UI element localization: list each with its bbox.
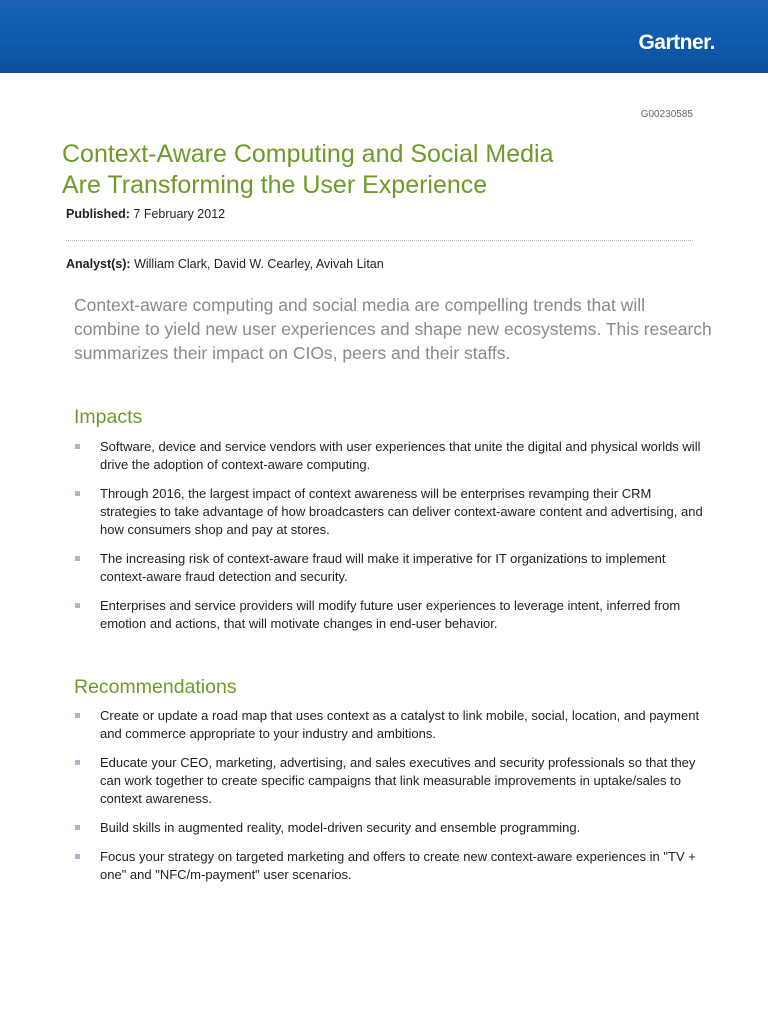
list-item	[74, 754, 704, 808]
list-item	[74, 848, 704, 884]
list-item	[74, 819, 704, 837]
impact-text: Enterprises and service providers will modify future user experiences to leverage intent, inferred from emotion and actions, that will motivate changes in end-user behavior.	[100, 598, 681, 631]
impact-text: Software, device and service vendors with user experiences that unite the digital and physical worlds will drive the adoption of context-aware computing.	[100, 439, 701, 472]
bullet-icon	[75, 603, 80, 608]
list-item	[74, 597, 704, 633]
bullet-icon	[75, 556, 80, 561]
impacts-heading: Impacts	[74, 406, 143, 428]
list-item	[74, 485, 704, 539]
title-line-1: Context-Aware Computing and Social Media	[62, 140, 554, 168]
bullet-icon	[75, 854, 80, 859]
header-band	[0, 0, 768, 73]
recommendations-list	[74, 707, 704, 884]
bullet-icon	[75, 825, 80, 830]
divider	[66, 240, 693, 241]
analysts-label: Analyst(s):	[66, 257, 131, 271]
summary-text: Context-aware computing and social media are compelling trends that will combine to yield new user experiences and shape new ecosystems. This research summarizes their impact on CIOs, peers and their staffs.	[74, 295, 712, 363]
impact-text: Through 2016, the largest impact of context awareness will be enterprises revamping their CRM strategies to take advantage of how broadcasters can deliver context-aware content and advertising, and how consumers shop and pay at stores.	[100, 486, 703, 537]
recommendation-text: Build skills in augmented reality, model-driven security and ensemble programming.	[100, 820, 581, 835]
analysts-names: William Clark, David W. Cearley, Avivah Litan	[134, 257, 384, 271]
recommendation-text: Create or update a road map that uses context as a catalyst to link mobile, social, location, and payment and commerce appropriate to your industry and ambitions.	[100, 708, 700, 741]
list-item	[74, 438, 704, 474]
published-label: Published:	[66, 207, 130, 221]
gartner-logo: Gartner.	[638, 31, 715, 54]
document-id: G00230585	[640, 109, 693, 120]
published-date: 7 February 2012	[133, 207, 226, 221]
impact-text: The increasing risk of context-aware fraud will make it imperative for IT organizations to implement context-aware fraud detection and security.	[100, 551, 666, 584]
published-info	[66, 207, 225, 221]
bullet-icon	[75, 444, 80, 449]
document-title	[62, 139, 702, 201]
recommendation-text: Focus your strategy on targeted marketing and offers to create new context-aware experiences in "TV + one" and "NFC/m-payment" user scenarios.	[100, 849, 696, 882]
list-item	[74, 550, 704, 586]
impacts-list	[74, 438, 704, 633]
list-item	[74, 707, 704, 743]
bullet-icon	[75, 491, 80, 496]
title-line-2: Are Transforming the User Experience	[62, 171, 488, 199]
recommendations-heading: Recommendations	[74, 676, 237, 698]
recommendation-text: Educate your CEO, marketing, advertising, and sales executives and security professionals so that they can work together to create specific campaigns that link measurable improvements in uptake/sales to context awareness.	[100, 755, 696, 806]
bullet-icon	[75, 760, 80, 765]
bullet-icon	[75, 713, 80, 718]
analysts-info	[66, 257, 384, 271]
